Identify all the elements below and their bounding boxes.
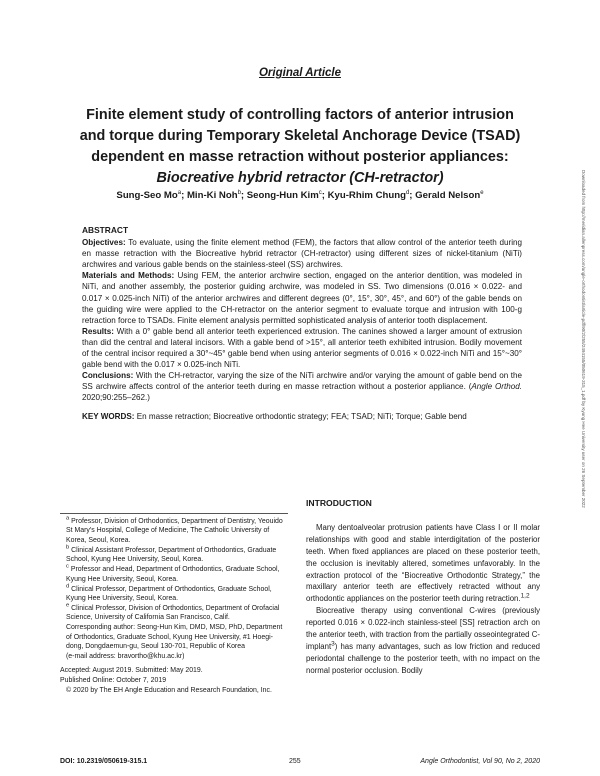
abstract-results: Results: With a 0° gable bend all anterior teeth experienced extrusion. The canines showed a larger amount of extrusion than did the central and lateral incisors. With a gable bend of >15°, all anterior teeth exhibited intrusion. Bodily movement of the central incisor required a 30°~45° gable bend when using anterior segments of 0.016 × 0.022-inch NiTi and 15°~30° gable bend with the 0.017 × 0.025-inch NiTi. bbox=[82, 326, 522, 370]
download-sidebar bbox=[580, 170, 590, 710]
correspondence: Corresponding author: Seong-Hun Kim, DMD, MSD, PhD, Department of Orthodontics, Graduate School, Kyung Hee University, #1 Hoegi-dong, Dongdaemun-gu, Seoul 130-701, Republic of Korea bbox=[66, 624, 283, 651]
author-name: Min-Ki Noh bbox=[186, 190, 238, 201]
download-notice: Downloaded from http://meridian.allenpress.com/angle-orthodontist/article-pdf/90/2/255/2494155/050619-315_1.pdf by Kyung Hee University user on 26 September 2022 bbox=[581, 170, 586, 508]
author-affiliation: b bbox=[237, 189, 241, 196]
article-title bbox=[72, 105, 528, 189]
doi-link[interactable]: DOI: 10.2319/050619-315.1 bbox=[60, 758, 148, 765]
introduction-column bbox=[306, 498, 540, 677]
footnote: $^d$ Clinical Professor, Department of Orthodontics, Graduate School, Kyung Hee University, Seoul, Korea. bbox=[66, 583, 272, 603]
author-affiliation: d bbox=[405, 189, 410, 196]
abstract-objectives: Objectives: To evaluate, using the finite element method (FEM), the factors that allow control of the anterior teeth during en masse retraction with the Biocreative hybrid retractor (CH-retractor) using different sizes of nickel-titanium (NiTi) archwires and various gable bends on the stainless-steel (SS) archwires. bbox=[82, 238, 522, 270]
abstract-conclusions: Conclusions: With the CH-retractor, varying the size of the NiTi archwire and/or varying the amount of gable bend on the SS archwire affects control of the anterior teeth during en masse retraction without a posterior appliance. (Angle Orthod. 2020;90:255–262.) bbox=[82, 371, 522, 403]
author-name: Seong-Hun Kim bbox=[246, 190, 319, 201]
author-name: Gerald Nelson bbox=[415, 190, 481, 201]
email-address: (e-mail address: bravortho@khu.ac.kr) bbox=[66, 653, 185, 661]
footnote: $^a$ Professor, Division of Orthodontics, Department of Dentistry, Yeouido St Mary's Hospital, College of Medicine, The Catholic University of Korea, Seoul, Korea. bbox=[66, 515, 283, 544]
author-affiliation: e bbox=[480, 189, 484, 196]
page-number: 255 bbox=[289, 758, 301, 765]
author-affiliation: c bbox=[318, 189, 322, 196]
footnote: $^e$ Clinical Professor, Division of Orthodontics, Department of Orofacial Science, University of California San Francisco, Calif. bbox=[66, 602, 280, 622]
abstract bbox=[82, 225, 522, 422]
footnote: $^c$ Professor and Head, Department of Orthodontics, Graduate School, Kyung Hee University, Seoul, Korea. bbox=[66, 563, 280, 583]
footnote: $^b$ Clinical Assistant Professor, Department of Orthodontics, Graduate School, Kyung Hee University, Seoul, Korea. bbox=[66, 544, 277, 564]
title-italic: Biocreative hybrid retractor (CH-retractor) bbox=[156, 170, 444, 186]
dates-published: Published Online: October 7, 2019 bbox=[60, 676, 167, 684]
author-affiliation: a bbox=[177, 189, 182, 196]
introduction-heading: INTRODUCTION bbox=[306, 498, 372, 508]
abstract-heading: ABSTRACT bbox=[82, 225, 129, 235]
copyright-notice: © 2020 by The EH Angle Education and Research Foundation, Inc. bbox=[66, 686, 272, 694]
abstract-keywords: KEY WORDS: En masse retraction; Biocreative orthodontic strategy; FEA; TSAD; NiTi; Torque; Gable bend bbox=[82, 411, 467, 421]
title-main: Finite element study of controlling factors of anterior intrusion and torque during Temporary Skeletal Anchorage Device (TSAD) dependent en masse retraction without posterior appliances: bbox=[79, 107, 521, 165]
abstract-methods: Materials and Methods: Using FEM, the anterior archwire section, engaged on the anterior dentition, was modeled in NiTi, and another assembly, the posterior guiding archwire, was modeled in SS. Two dimensions (0.016 × 0.022- and 0.017 × 0.025-inch NiTi) of the anterior archwires and different degrees (0°, 15°, 30°, 45°, and 60°) of the gable bends on the guiding wire were applied to the CH-retractor on the anterior segment to evaluate torque and intrusion with 100-g retraction force to TSADs. Finite element analysis permitted sophisticated analysis of anterior tooth displacement. bbox=[82, 271, 522, 325]
dates-accepted: Accepted: August 2019. Submitted: May 2019. bbox=[60, 666, 203, 674]
journal-citation: Angle Orthodontist, Vol 90, No 2, 2020 bbox=[420, 758, 540, 765]
introduction-paragraph: Many dentoalveolar protrusion patients have Class I or II molar relationships with good and stable interdigitation of the posterior teeth. When fixed appliances are placed on these posterior teeth, the occlusion is inevitably altered, sometimes unfavorably. In the extraction protocol of the “Biocreative Orthodontic Strategy,” the maxillary anterior teeth are effectively retracted without any orthodontic appliances on the posterior teeth during retraction.$^{1,2}$ bbox=[306, 522, 540, 604]
page-footer bbox=[60, 758, 540, 770]
author-name: Sung-Seo Mo bbox=[116, 190, 178, 201]
author-list: Sung-Seo Mo$^a$; Min-Ki Noh$^b$; Seong-Hun Kim$^c$; Kyu-Rhim Chung$^d$; Gerald Nelson$^e$ bbox=[116, 189, 484, 201]
author-name: Kyu-Rhim Chung bbox=[327, 190, 406, 201]
introduction-paragraph: Biocreative therapy using conventional C-wires (previously reported 0.016 × 0.022-inch stainless-steel [SS] retraction arch on the anterior teeth, with traction from the partially osseointegrated C-implant$^3$) has many advantages, such as low friction and reduced periodontal challenge to the posterior teeth, with no impact on the normal posterior occlusion. Bodily bbox=[306, 606, 540, 675]
footnote-divider bbox=[60, 513, 288, 514]
footnotes-column bbox=[60, 513, 288, 696]
section-label: Original Article bbox=[258, 67, 341, 79]
